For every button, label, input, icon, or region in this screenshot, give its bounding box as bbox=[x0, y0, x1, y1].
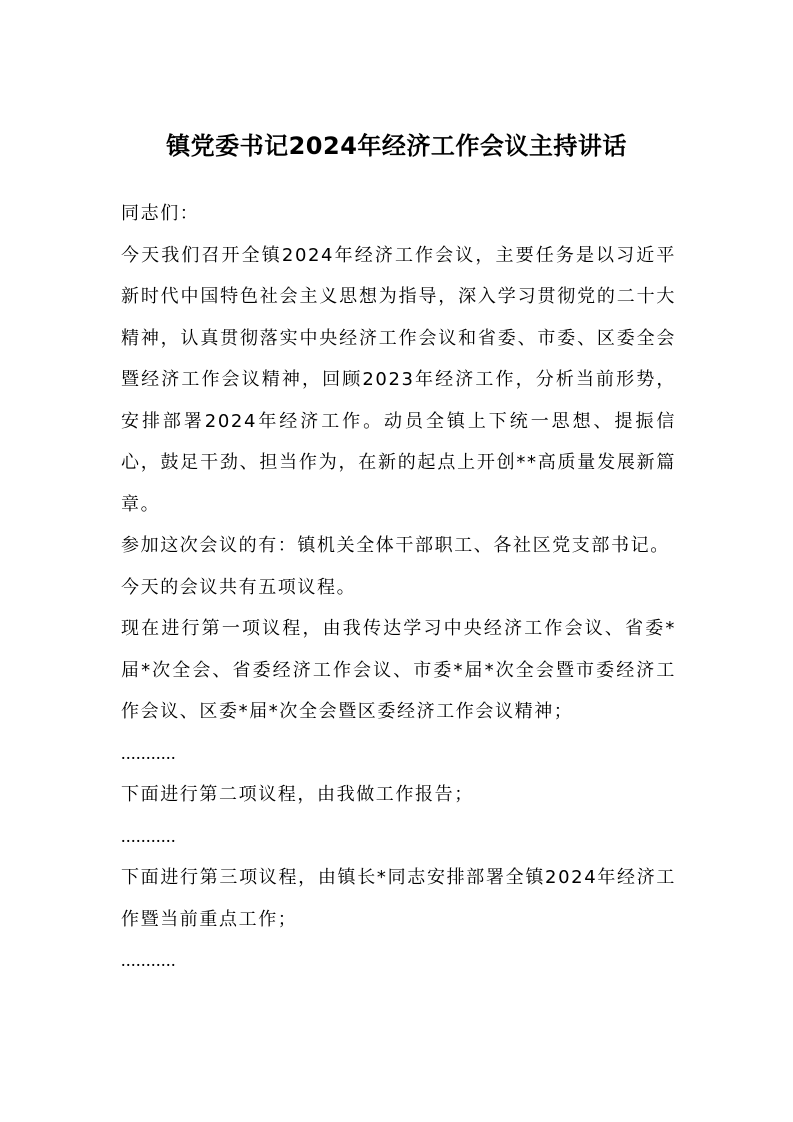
opening-paragraph: 今天我们召开全镇2024年经济工作会议，主要任务是以习近平新时代中国特色社会主义思想为指导，深入学习贯彻党的二十大精神，认真贯彻落实中央经济工作会议和省委、市委、区委全会暨经济工作会议精神，回顾2023年经济工作，分析当前形势，安排部署2024年经济工作。动员全镇上下统一思想、提振信心，鼓足干劲、担当作为，在新的起点上开创**高质量发展新篇章。 bbox=[121, 244, 676, 515]
agenda-item-3: 下面进行第三项议程，由镇长*同志安排部署全镇2024年经济工作暨当前重点工作； bbox=[121, 867, 676, 930]
agenda-item-2: 下面进行第二项议程，由我做工作报告； bbox=[121, 784, 474, 805]
ellipsis-1: ........... bbox=[121, 742, 176, 763]
agenda-count-paragraph: 今天的会议共有五项议程。 bbox=[121, 576, 357, 598]
document-body bbox=[121, 193, 676, 982]
salutation: 同志们： bbox=[121, 203, 200, 224]
ellipsis-3: ........... bbox=[121, 950, 176, 970]
document-title: 镇党委书记2024年经济工作会议主持讲话 bbox=[166, 132, 627, 160]
ellipsis-2: ........... bbox=[121, 825, 176, 846]
agenda-item-1: 现在进行第一项议程，由我传达学习中央经济工作会议、省委*届*次全会、省委经济工作会议、市委*届*次全会暨市委经济工作会议、区委*届*次全会暨区委经济工作会议精神； bbox=[121, 618, 676, 722]
attendees-paragraph: 参加这次会议的有：镇机关全体干部职工、各社区党支部书记。 bbox=[121, 535, 670, 556]
